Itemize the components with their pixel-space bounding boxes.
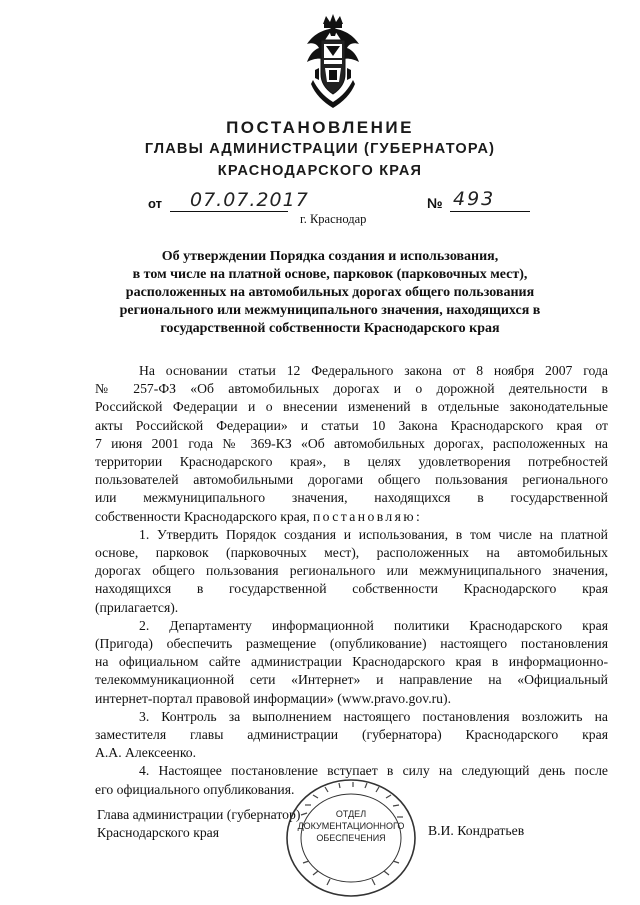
- body-line: 1. Утвердить Порядок создания и использования, в том числе на платной: [139, 526, 608, 542]
- body-line: основе, парковок (парковочных мест), расположенных на автомобильных: [95, 545, 608, 561]
- document-type-heading: ПОСТАНОВЛЕНИЕ: [226, 118, 414, 137]
- date-label: от: [148, 196, 162, 211]
- title-line: расположенных на автомобильных дорогах общего пользования: [125, 285, 535, 300]
- body-line: акты Российской Федерации» и статьи 10 Закона Краснодарского края от: [95, 417, 608, 433]
- body-line: интернет-портал правовой информации» (www.pravo.gov.ru).: [95, 690, 451, 706]
- body-line: (прилагается).: [95, 599, 179, 615]
- title-line: Об утверждении Порядка создания и использования,: [161, 249, 499, 264]
- date-underline: [170, 211, 288, 212]
- body-line: заместителя главы администрации (губернатора) Краснодарского края: [95, 727, 608, 743]
- signatory-position-line: Краснодарского края: [97, 825, 220, 840]
- body-line: 7 июня 2001 года № 369-КЗ «Об автомобильных дорогах, расположенных на: [95, 435, 608, 451]
- body-line: территории Краснодарского края», в целях удовлетворения потребностей: [95, 454, 608, 470]
- body-line: 3. Контроль за выполнением настоящего постановления возложить на: [139, 708, 608, 724]
- handwritten-number: 493: [453, 188, 496, 210]
- body-line: находящихся в государственной собственности Краснодарского края: [95, 581, 608, 597]
- coat-of-arms-emblem: [295, 14, 371, 110]
- signatory-position-line: Глава администрации (губернатор): [97, 807, 301, 822]
- document-title: [100, 248, 560, 338]
- preamble-closing-text: собственности Краснодарского края,: [95, 508, 310, 524]
- body-line: [95, 508, 608, 526]
- title-line: государственной собственности Краснодарского края: [160, 321, 500, 336]
- body-line: пользователей автомобильными дорогами общего пользования регионального: [95, 472, 608, 488]
- city-label: г. Краснодар: [300, 212, 367, 226]
- title-line: регионального или межмуниципального значения, находящихся в: [119, 303, 541, 318]
- body-line: 2. Департаменту информационной политики Краснодарского края: [139, 617, 608, 633]
- signatory-name: В.И. Кондратьев: [428, 823, 525, 838]
- body-line: А.А. Алексеенко.: [95, 745, 197, 761]
- body-line: 4. Настоящее постановление вступает в силу на следующий день после: [139, 763, 608, 779]
- stamp-text-line: ДОКУМЕНТАЦИОННОГО: [297, 821, 405, 831]
- document-body: [95, 362, 608, 799]
- issuer-heading-line2: КРАСНОДАРСКОГО КРАЯ: [217, 163, 423, 179]
- title-line: в том числе на платной основе, парковок (парковочных мест),: [132, 267, 528, 282]
- number-underline: [450, 211, 530, 212]
- stamp-text-line: ОТДЕЛ: [335, 809, 367, 819]
- stamp-text-line: ОБЕСПЕЧЕНИЯ: [316, 833, 386, 843]
- body-line: (Пригода) обеспечить размещение (опубликование) настоящего постановления: [95, 636, 608, 652]
- stamp-inner-text: [283, 808, 419, 844]
- issuer-heading-line1: ГЛАВЫ АДМИНИСТРАЦИИ (ГУБЕРНАТОРА): [144, 141, 496, 157]
- body-line: дорогах общего пользования регионального или межмуниципального значения,: [95, 563, 608, 579]
- body-line: или межмуниципального значения, находящихся в государственной: [95, 490, 608, 506]
- signatory-position: [97, 806, 300, 842]
- operative-word: постановляю:: [312, 508, 423, 524]
- body-line: телекоммуникационной сети «Интернет» и направление на «Официальный: [95, 672, 608, 688]
- body-line: на официальном сайте администрации Краснодарского края в информационно-: [95, 654, 608, 670]
- body-line: № 257-ФЗ «Об автомобильных дорогах и о дорожной деятельности в: [95, 381, 608, 397]
- handwritten-date: 07.07.2017: [190, 189, 309, 211]
- body-line: На основании статьи 12 Федерального закона от 8 ноября 2007 года: [139, 363, 608, 378]
- body-line: Российской Федерации и о внесении изменений в отдельные законодательные: [95, 399, 608, 415]
- body-line: его официального опубликования.: [95, 781, 295, 797]
- number-label: №: [427, 195, 443, 211]
